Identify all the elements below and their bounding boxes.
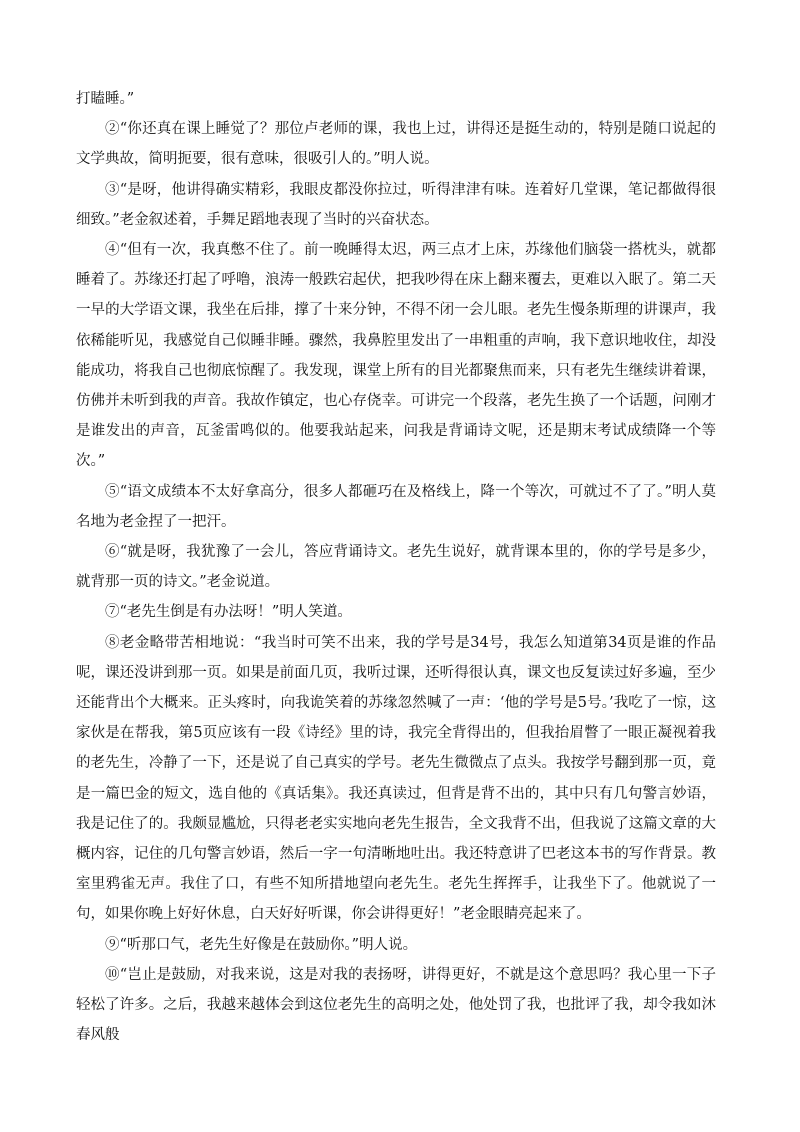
paragraph-4: ④“但有一次，我真憋不住了。前一晚睡得太迟，两三点才上床，苏缘他们脑袋一搭枕头，就都睡着了。苏缘还打起了呼噜，浪涛一般跌宕起伏，把我吵得在床上翻来覆去，更难以入眠了。第二天一早的大学语文课，我坐在后排，撑了十来分钟，不得不闭一会儿眼。老先生慢条斯理的讲课声，我依稀能听见，我感觉自己似睡非睡。骤然，我鼻腔里发出了一串粗重的声响，我下意识地收住，却没能成功，将我自己也彻底惊醒了。我发现，课堂上所有的目光都聚焦而来，只有老先生继续讲着课，仿佛并未听到我的声音。我故作镇定，也心存侥幸。可讲完一个段落，老先生换了一个话题，问刚才是谁发出的声音，瓦釜雷鸣似的。他要我站起来，问我是背诵诗文呢，还是期末考试成绩降一个等次。” [76,242,716,470]
paragraph-2: ②“你还真在课上睡觉了？那位卢老师的课，我也上过，讲得还是挺生动的，特别是随口说起的文学典故，简明扼要，很有意味，很吸引人的。”明人说。 [76,121,716,168]
paragraph-3: ③“是呀，他讲得确实精彩，我眼皮都没你拉过，听得津津有味。连着好几堂课，笔记都做得很细致。”老金叙述着，手舞足蹈地表现了当时的兴奋状态。 [76,181,716,228]
paragraph-continuation: 打瞌睡。” [76,91,135,107]
paragraph-9: ⑨“听那口气，老先生好像是在鼓励你。”明人说。 [105,936,418,953]
paragraph-6: ⑥“就是呀，我犹豫了一会儿，答应背诵诗文。老先生说好，就背课本里的，你的学号是多少，就背那一页的诗文。”老金说道。 [76,544,716,591]
paragraph-8: ⑧老金略带苦相地说：“我当时可笑不出来，我的学号是34号，我怎么知道第34页是谁的作品呢，课还没讲到那一页。如果是前面几页，我听过课，还听得很认真，课文也反复读过好多遍，至少还能背出个大概来。正头疼时，向我诡笑着的苏缘忽然喊了一声：‘他的学号是5号。’我吃了一惊，这家伙是在帮我，第5页应该有一段《诗经》里的诗，我完全背得出的，但我抬眉瞥了一眼正凝视着我的老先生，冷静了一下，还是说了自己真实的学号。老先生微微点了点头。我按学号翻到那一页，竟是一篇巴金的短文，选自他的《真话集》。我还真读过，但背是背不出的，其中只有几句警言妙语，我是记住了的。我颇显尴尬，只得老老实实地向老先生报告，全文我背不出，但我说了这篇文章的大概内容，记住的几句警言妙语，然后一字一句清晰地吐出。我还特意讲了巴老这本书的写作背景。教室里鸦雀无声。我住了口，有些不知所措地望向老先生。老先生挥挥手，让我坐下了。他就说了一句，如果你晚上好好休息，白天好好听课，你会讲得更好！”老金眼睛亮起来了。 [76,634,716,923]
paragraph-10: ⑩“岂止是鼓励，对我来说，这是对我的表扬呀，讲得更好，不就是这个意思吗？我心里一下子轻松了许多。之后，我越来越体会到这位老先生的高明之处，他处罚了我，也批评了我，却令我如沐春风般 [76,966,716,1044]
paragraph-5: ⑤“语文成绩本不太好拿高分，很多人都砸巧在及格线上，降一个等次，可就过不了了。”明人莫名地为老金捏了一把汗。 [76,483,716,530]
paragraph-7: ⑦“老先生倒是有办法呀！”明人笑道。 [105,604,352,621]
